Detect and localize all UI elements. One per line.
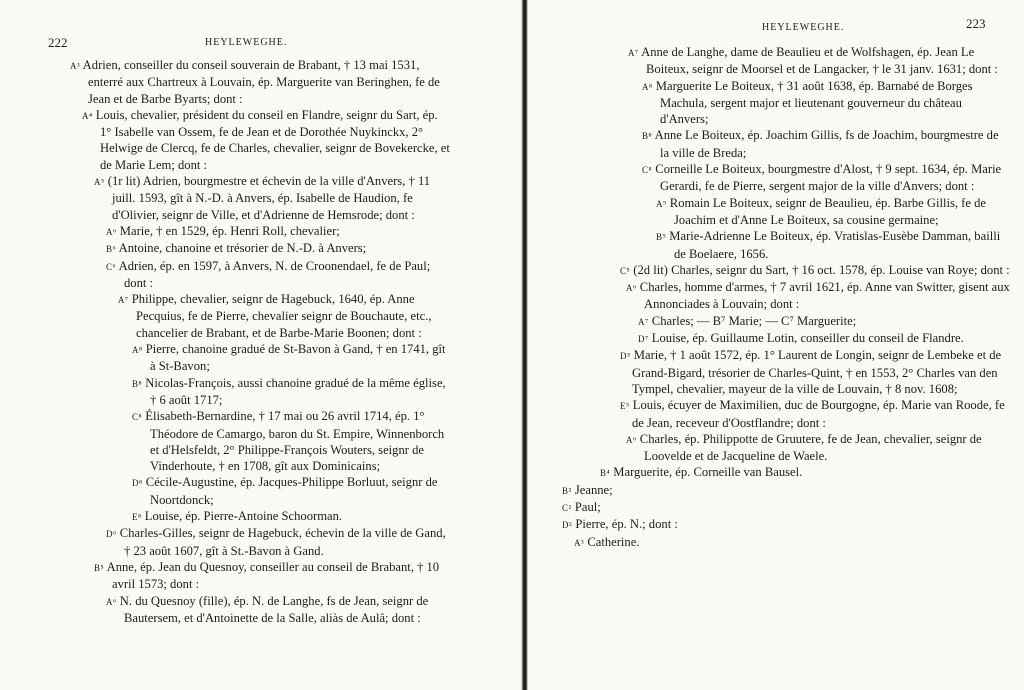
genealogy-entry xyxy=(612,44,1010,78)
genealogy-list xyxy=(58,57,450,626)
generation-marker: E⁸ xyxy=(132,512,142,523)
page-number: 223 xyxy=(966,16,986,31)
generation-marker: D⁶ xyxy=(106,529,117,540)
entry-text: Adrien, conseiller du conseil souverain de Brabant, † 13 mai 1531, enterré aux Chartreux à Louvain, ép. Marguerite van Beringhen, fe de Jean et de Barbe Byarts; dont : xyxy=(82,58,440,106)
generation-marker: C⁵ xyxy=(620,265,631,276)
generation-marker: A⁶ xyxy=(626,434,637,445)
genealogy-list xyxy=(562,44,1010,551)
genealogy-entry xyxy=(562,499,1010,516)
entry-text: Louise, ép. Pierre-Antoine Schoorman. xyxy=(144,509,343,524)
generation-marker: B⁵ xyxy=(94,562,105,573)
entry-text: N. du Quesnoy (fille), ép. N. de Langhe, fs de Jean, seignr de Bautersem, et d'Antoinette de la Salle, aliàs de Aulâ; dont : xyxy=(119,593,429,625)
generation-marker: B⁹ xyxy=(656,232,667,243)
entry-text: Louis, écuyer de Maximilien, duc de Bourgogne, ép. Marie van Roode, fe de Jean, receveur d'Oostflandre; dont : xyxy=(632,398,1005,430)
entry-text: (1r lit) Adrien, bourgmestre et échevin de la ville d'Anvers, † 11 juill. 1593, gît à N.-D. à Anvers, ép. Isabelle de Haudion, fe d'Olivier, seignr de Ville, et d'Adrienne de Hemsrode; dont : xyxy=(107,174,431,222)
generation-marker: B⁶ xyxy=(106,244,117,255)
entry-text: Philippe, chevalier, seignr de Hagebuck, 1640, ép. Anne Pecquius, fe de Pierre, chevalier seignr de Bouchaute, etc., chancelier de Brabant, et de Barbe-Marie Boonen; dont : xyxy=(131,292,432,340)
genealogy-entry xyxy=(600,464,1010,481)
generation-marker: A⁹ xyxy=(656,198,667,209)
genealogy-entry xyxy=(58,375,450,409)
generation-marker: C⁸ xyxy=(132,412,143,423)
genealogy-entry xyxy=(612,397,1010,431)
entry-text: Cécile-Augustine, ép. Jacques-Philippe Borluut, seignr de Noortdonck; xyxy=(145,475,438,507)
entry-text: (2d lit) Charles, seignr du Sart, † 16 oct. 1578, ép. Louise van Roye; dont : xyxy=(633,262,1010,277)
generation-marker: D⁷ xyxy=(638,334,649,345)
entry-text: Adrien, ép. en 1597, à Anvers, N. de Croonendael, fe de Paul; dont : xyxy=(118,258,431,290)
entry-text: Marie-Adrienne Le Boiteux, ép. Vratislas-Eusèbe Damman, bailli de Boelaere, 1656. xyxy=(669,229,1001,261)
genealogy-entry xyxy=(58,291,450,341)
genealogy-entry xyxy=(58,240,450,257)
generation-marker: C⁸ xyxy=(642,165,653,176)
genealogy-entry xyxy=(612,279,1010,313)
generation-marker: A⁷ xyxy=(118,295,129,306)
generation-marker: A⁵ xyxy=(94,177,105,188)
page-number: 222 xyxy=(48,35,68,50)
genealogy-entry xyxy=(612,431,1010,465)
genealogy-entry xyxy=(612,195,1010,229)
genealogy-entry xyxy=(612,313,1010,330)
entry-text: Catherine. xyxy=(587,534,640,549)
entry-text: Charles, homme d'armes, † 7 avril 1621, ép. Anne van Switter, gisent aux Annonciades à Louvain; dont : xyxy=(639,280,1010,312)
entry-text: Pierre, chanoine gradué de St-Bavon à Gand, † en 1741, gît à St-Bavon; xyxy=(145,342,446,374)
genealogy-entry xyxy=(612,330,1010,347)
entry-text: Marguerite Le Boiteux, † 31 août 1638, ép. Barnabé de Borges Machula, sergent major et lieutenant gouverneur du château d'Anvers; xyxy=(655,78,973,127)
genealogy-entry xyxy=(58,525,450,559)
generation-marker: A⁸ xyxy=(132,345,143,356)
entry-text: Anne de Langhe, dame de Beaulieu et de Wolfshagen, ép. Jean Le Boiteux, seignr de Moorsel et de Langacker, † le 31 janv. 1631; dont : xyxy=(641,45,998,77)
generation-marker: D⁸ xyxy=(132,478,143,489)
right-page xyxy=(530,0,1024,690)
genealogy-entry xyxy=(58,341,450,375)
entry-text: Pierre, ép. N.; dont : xyxy=(575,517,678,532)
generation-marker: A⁸ xyxy=(642,81,653,92)
genealogy-entry xyxy=(58,474,450,508)
entry-text: Paul; xyxy=(574,500,601,515)
generation-marker: E⁵ xyxy=(620,401,630,412)
generation-marker: A⁴ xyxy=(82,110,93,121)
generation-marker: B⁸ xyxy=(642,131,653,142)
entry-text: Jeanne; xyxy=(574,482,613,497)
generation-marker: A⁷ xyxy=(638,316,649,327)
generation-marker: B⁸ xyxy=(132,378,143,389)
genealogy-entry xyxy=(562,516,1010,533)
entry-text: Antoine, chanoine et trésorier de N.-D. à Anvers; xyxy=(118,241,367,256)
genealogy-entry xyxy=(612,262,1010,279)
genealogy-entry xyxy=(58,593,450,627)
entry-text: Louise, ép. Guillaume Lotin, conseiller du conseil de Flandre. xyxy=(651,331,964,346)
generation-marker: B⁴ xyxy=(600,468,611,479)
running-head: HEYLEWEGHE. xyxy=(205,37,288,48)
entry-text: Anne Le Boiteux, ép. Joachim Gillis, fs de Joachim, bourgmestre de la ville de Breda; xyxy=(654,128,999,160)
genealogy-entry xyxy=(612,78,1010,128)
entry-text: Élisabeth-Bernardine, † 17 mai ou 26 avril 1714, ép. 1° Théodore de Camargo, baron du St. Empire, Winnenborch et d'Helsfeldt, 2° Philippe-François Wouters, seignr de Vinderhoute, † en 1708, gît aux Dominicains; xyxy=(145,409,445,474)
generation-marker: C⁶ xyxy=(106,261,117,272)
generation-marker: D⁵ xyxy=(620,351,631,362)
generation-marker: A⁷ xyxy=(628,48,639,58)
genealogy-entry xyxy=(58,173,450,223)
genealogy-entry xyxy=(58,408,450,474)
entry-text: Charles; — B⁷ Marie; — C⁷ Marguerite; xyxy=(651,313,857,328)
genealogy-entry xyxy=(58,258,450,292)
entry-text: Marie, † en 1529, ép. Henri Roll, chevalier; xyxy=(119,223,340,238)
entry-text: Romain Le Boiteux, seignr de Beaulieu, ép. Barbe Gillis, fe de Joachim et d'Anne Le Boiteux, sa cousine germaine; xyxy=(669,195,986,227)
generation-marker: A⁶ xyxy=(106,226,117,237)
entry-text: Anne, ép. Jean du Quesnoy, conseiller au conseil de Brabant, † 10 avril 1573; dont : xyxy=(106,559,440,592)
genealogy-entry xyxy=(58,508,450,525)
generation-marker: A⁶ xyxy=(626,283,637,294)
generation-marker: D² xyxy=(562,520,573,531)
generation-marker: A³ xyxy=(70,61,81,71)
genealogy-entry xyxy=(58,223,450,240)
entry-text: Charles-Gilles, seignr de Hagebuck, échevin de la ville de Gand, † 23 août 1607, gît à St.-Bavon à Gand. xyxy=(119,526,446,558)
book-gutter xyxy=(521,0,528,690)
genealogy-entry xyxy=(58,57,450,107)
genealogy-entry xyxy=(58,107,450,173)
generation-marker: B² xyxy=(562,485,572,496)
generation-marker: A⁶ xyxy=(106,596,117,607)
entry-text: Marguerite, ép. Corneille van Bausel. xyxy=(613,465,803,480)
genealogy-entry xyxy=(562,482,1010,499)
generation-marker: C² xyxy=(562,503,572,514)
genealogy-entry xyxy=(612,347,1010,397)
generation-marker: A³ xyxy=(574,537,585,548)
genealogy-entry xyxy=(612,228,1010,262)
entry-text: Nicolas-François, aussi chanoine gradué de la même église, † 6 août 1717; xyxy=(145,375,446,407)
genealogy-entry xyxy=(612,161,1010,195)
entry-text: Charles, ép. Philippotte de Gruutere, fe de Jean, chevalier, seignr de Loovelde et de Jacqueline de Waele. xyxy=(639,431,982,464)
genealogy-entry xyxy=(58,559,450,593)
entry-text: Marie, † 1 août 1572, ép. 1° Laurent de Longin, seignr de Lembeke et de Grand-Bigard, trésorier de Charles-Quint, † en 1553, 2° Charles van den Tympel, chevalier, mayeur de la ville de Louvain, † 8 nov. 1608; xyxy=(632,348,1002,396)
running-head: HEYLEWEGHE. xyxy=(762,22,845,33)
entry-text: Louis, chevalier, président du conseil en Flandre, seignr du Sart, ép. 1° Isabelle van Ossem, fe de Jean et de Dorothée Nuykinckx, 2° Helwige de Clercq, fe de Charles, chevalier, seignr de Bovekercke, et de Marie Lem; dont : xyxy=(95,107,450,172)
genealogy-entry xyxy=(574,534,1010,551)
genealogy-entry xyxy=(612,127,1010,161)
entry-text: Corneille Le Boiteux, bourgmestre d'Alost, † 9 sept. 1634, ép. Marie Gerardi, fe de Pierre, sergent major de la ville d'Anvers; dont : xyxy=(655,162,1002,194)
